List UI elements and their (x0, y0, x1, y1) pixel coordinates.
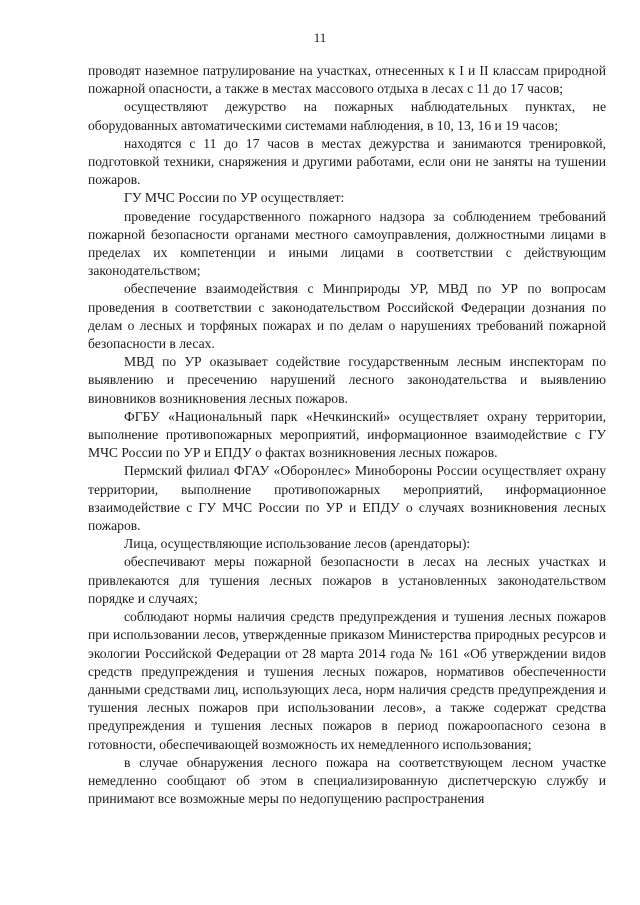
page-number: 11 (313, 30, 327, 45)
paragraph-forest-users-heading: Лица, осуществляющие использование лесов (арендаторы): (124, 536, 471, 552)
paragraph-national-park: ФГБУ «Национальный парк «Нечкинский» осуществляет охрану территории, выполнение противопожарных мероприятий, информационное взаимодействие с ГУ МЧС России по УР и ЕПДУ о фактах возникновения лесных пожаров. (88, 408, 606, 461)
paragraph-norms: соблюдают нормы наличия средств предупреждения и тушения лесных пожаров при использовании лесов, утвержденные приказом Министерства природных ресурсов и экологии Российской Федерации от 28 марта 2014 года № 161 «Об утверждении видов средств предупреждения и тушения лесных пожаров, нормативов обеспеченности данными средствами лиц, использующих леса, норм наличия средств предупреждения и тушения лесных пожаров при использовании лесов», а также содержат средства предупреждения и тушения лесных пожаров в период пожароопасного сезона в готовности, обеспечивающей возможность их немедленного использования; (88, 609, 606, 752)
paragraph-training: находятся с 11 до 17 часов в местах дежурства и занимаются тренировкой, подготовкой техники, снаряжения и другими работами, если они не заняты на тушении пожаров. (88, 135, 606, 188)
paragraph-mchs-heading: ГУ МЧС России по УР осуществляет: (124, 190, 345, 206)
paragraph-fire-safety-measures: обеспечивают меры пожарной безопасности в лесах на лесных участках и привлекаются для тушения лесных пожаров в установленных законодательством порядке и случаях; (88, 554, 606, 606)
document-body (88, 62, 606, 808)
paragraph-interaction: обеспечение взаимодействия с Минприроды УР, МВД по УР по вопросам проведения в соответствии с законодательством Российской Федерации дознания по делам о лесных и торфяных пожарах и по делам о нарушениях требований пожарной безопасности в лесах. (88, 281, 606, 352)
paragraph-fire-supervision: проведение государственного пожарного надзора за соблюдением требований пожарной безопасности органами местного самоуправления, должностными лицами в пределах их компетенции и иными лицами в соответствии с действующим законодательством; (88, 208, 606, 279)
paragraph-fire-detection: в случае обнаружения лесного пожара на соответствующем лесном участке немедленно сообщают об этом в специализированную диспетчерскую службу и принимают все возможные меры по недопущению распространения (88, 754, 606, 807)
paragraph-mvd: МВД по УР оказывает содействие государственным лесным инспекторам по выявлению и пресечению нарушений лесного законодательства и выявлению виновников возникновения лесных пожаров. (88, 354, 606, 406)
paragraph-duty-posts: осуществляют дежурство на пожарных наблюдательных пунктах, не оборудованных автоматическими системами наблюдения, в 10, 13, 16 и 19 часов; (88, 99, 606, 133)
paragraph-oboronles: Пермский филиал ФГАУ «Оборонлес» Минобороны России осуществляет охрану территории, выполнение противопожарных мероприятий, информационное взаимодействие с ГУ МЧС России по УР и ЕПДУ о случаях возникновения лесных пожаров. (88, 463, 606, 534)
paragraph-patrol: проводят наземное патрулирование на участках, отнесенных к I и II классам природной пожарной опасности, а также в местах массового отдыха в лесах с 11 до 17 часов; (88, 63, 606, 97)
